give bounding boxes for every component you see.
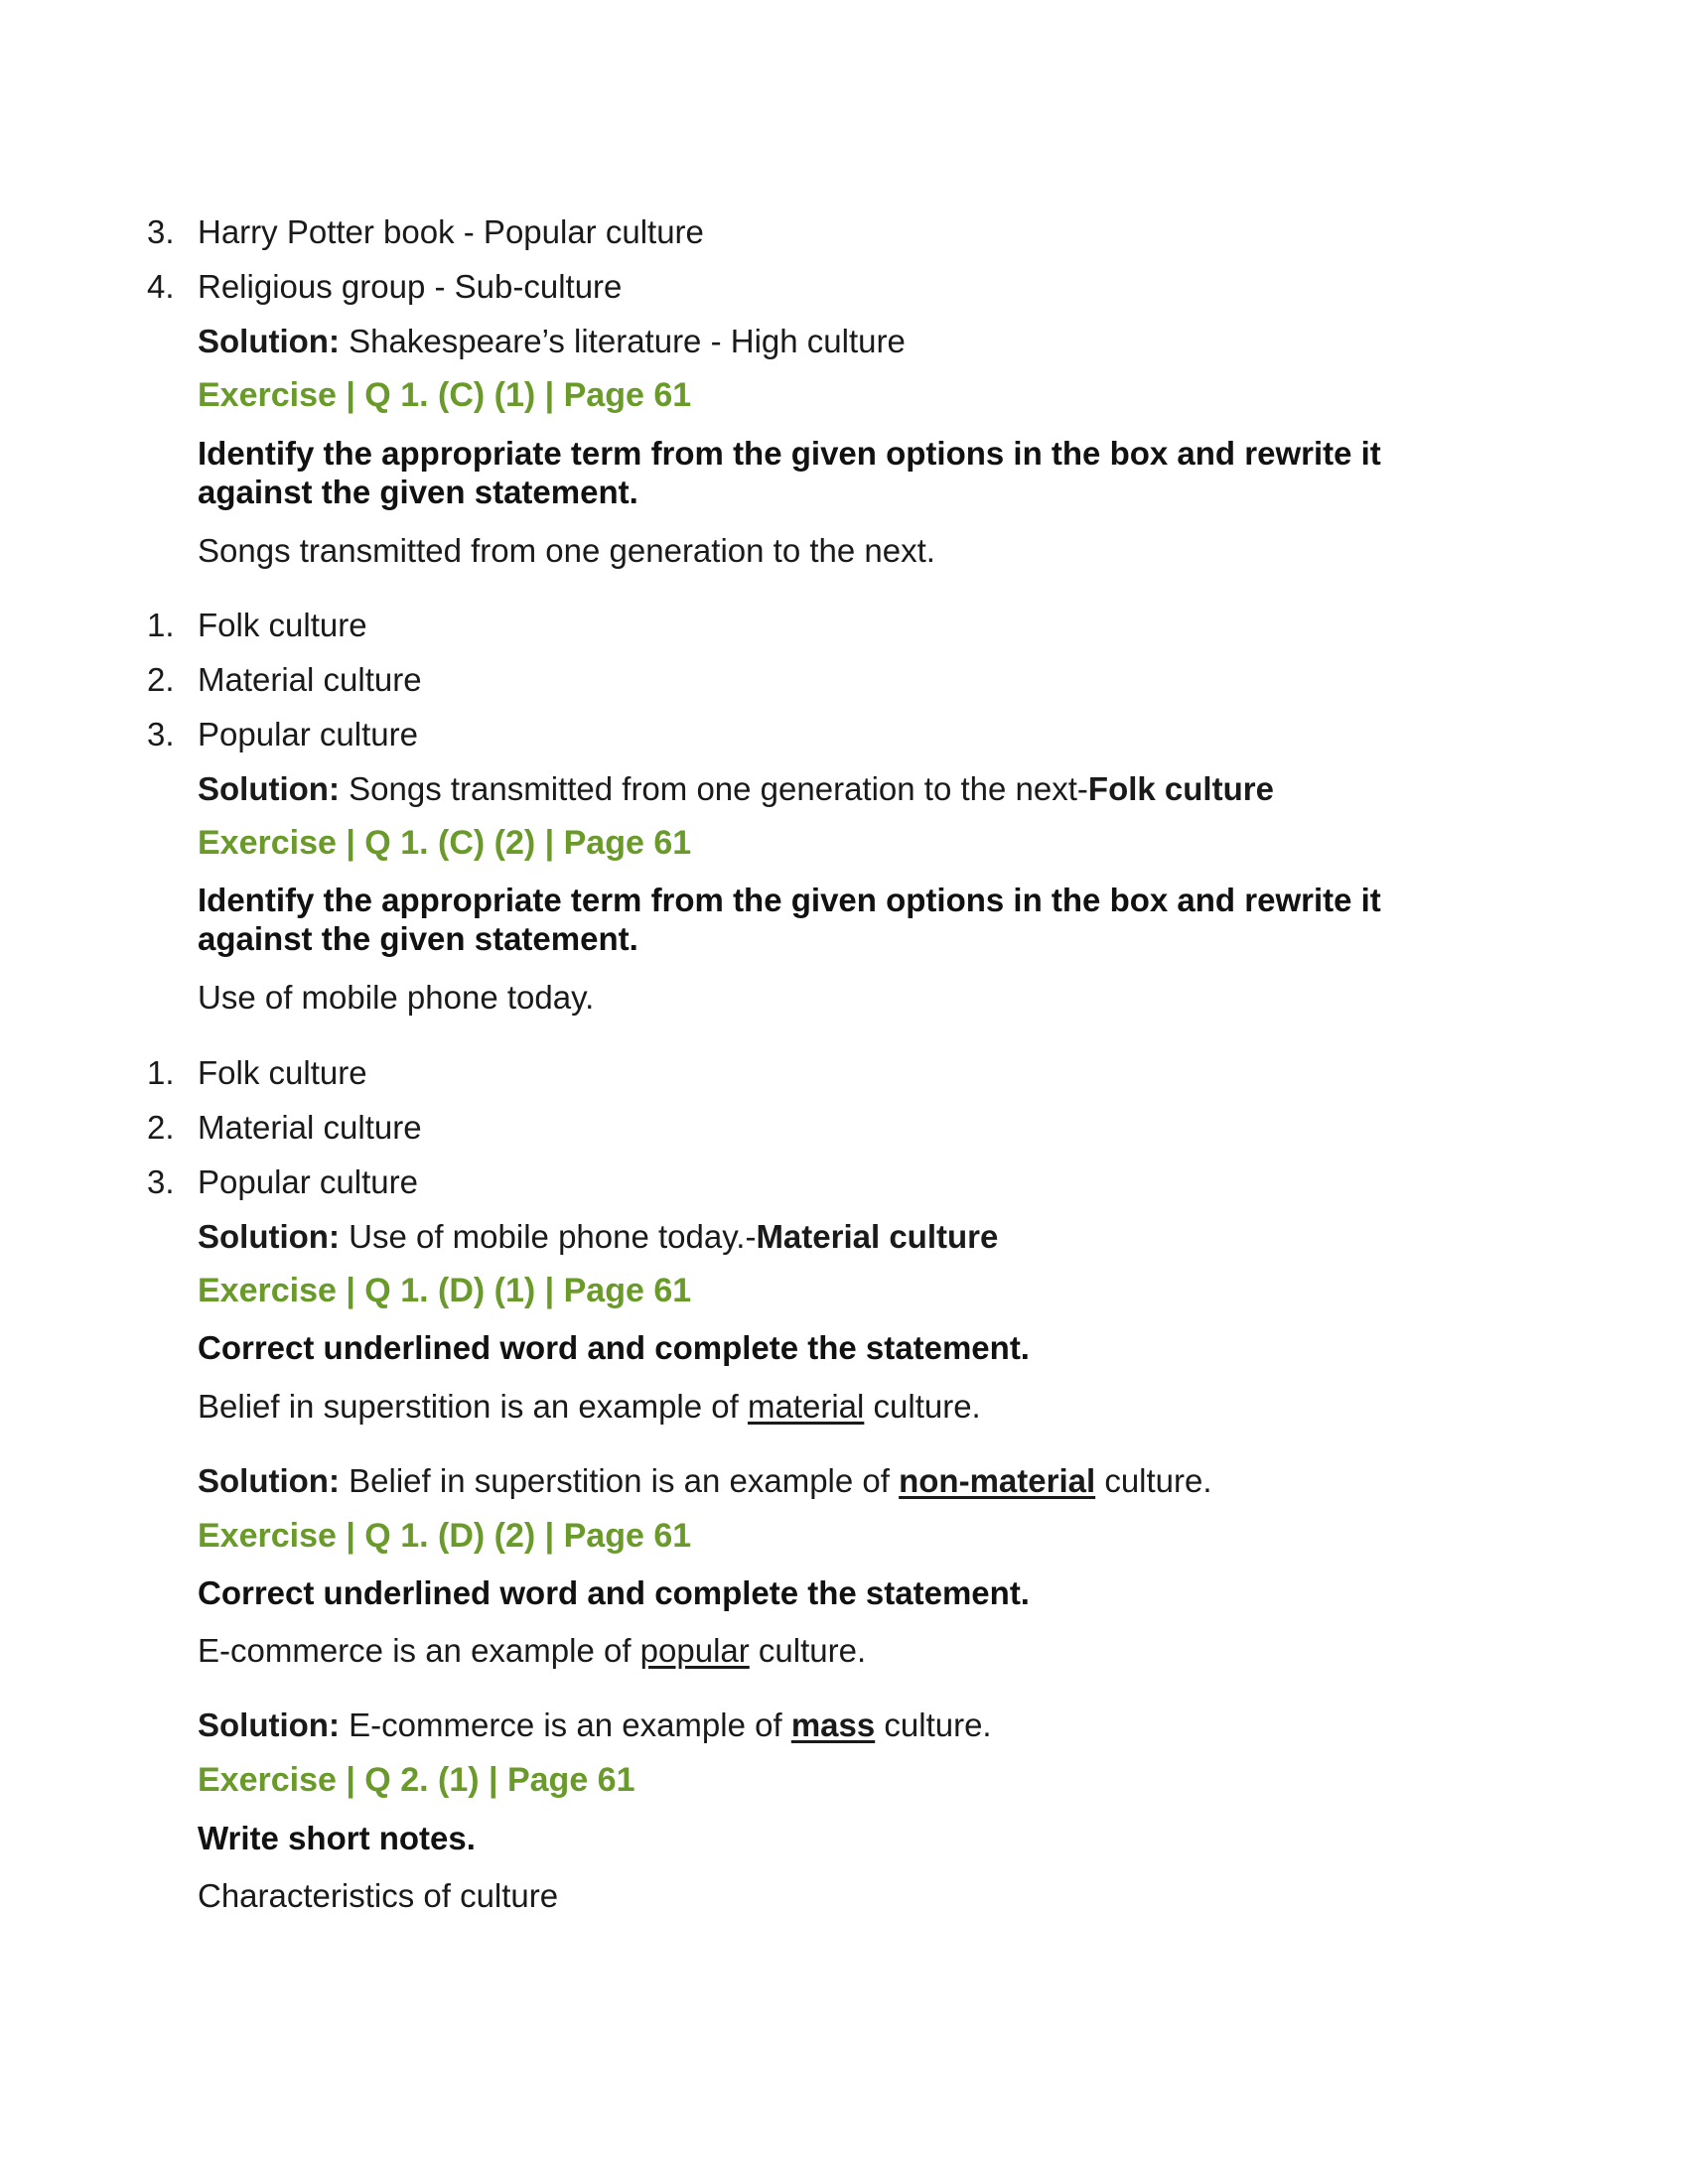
solution-line bbox=[198, 1461, 1212, 1501]
solution-text: Use of mobile phone today.- bbox=[349, 1218, 757, 1255]
question-line: Identify the appropriate term from the given options in the box and rewrite it bbox=[198, 435, 1381, 472]
statement-text: Use of mobile phone today. bbox=[198, 979, 595, 1016]
exercise-heading: Exercise | Q 1. (C) (1) | Page 61 bbox=[198, 376, 692, 414]
statement-text: Songs transmitted from one generation to the next. bbox=[198, 532, 935, 569]
solution-answer: Material culture bbox=[756, 1218, 999, 1255]
question-text: Write short notes. bbox=[198, 1820, 476, 1856]
list-number: 3. bbox=[147, 213, 175, 250]
solution-text: culture. bbox=[1095, 1462, 1212, 1499]
exercise-heading: Exercise | Q 1. (C) (2) | Page 61 bbox=[198, 824, 692, 862]
solution-label: Solution: bbox=[198, 1706, 340, 1743]
solution-label: Solution: bbox=[198, 1462, 340, 1499]
solution-text: Belief in superstition is an example of bbox=[349, 1462, 900, 1499]
solution-answer: Folk culture bbox=[1087, 770, 1274, 807]
statement-text bbox=[198, 1387, 981, 1427]
exercise-heading: Exercise | Q 2. (1) | Page 61 bbox=[198, 1761, 635, 1799]
question-text: Correct underlined word and complete the statement. bbox=[198, 1574, 1030, 1611]
statement-part: culture. bbox=[749, 1632, 867, 1669]
option-item: Folk culture bbox=[198, 1054, 367, 1091]
list-item: Religious group - Sub-culture bbox=[198, 268, 623, 305]
solution-line bbox=[198, 322, 906, 361]
underlined-word: material bbox=[747, 1388, 865, 1425]
question-text bbox=[198, 434, 1488, 511]
option-item: Material culture bbox=[198, 1109, 422, 1146]
list-number: 3. bbox=[147, 716, 175, 752]
question-line: against the given statement. bbox=[198, 474, 638, 510]
solution-label: Solution: bbox=[198, 323, 340, 359]
solution-line bbox=[198, 1217, 998, 1257]
option-item: Material culture bbox=[198, 661, 422, 698]
exercise-heading: Exercise | Q 1. (D) (2) | Page 61 bbox=[198, 1517, 692, 1555]
option-item: Popular culture bbox=[198, 716, 418, 752]
question-text: Correct underlined word and complete the statement. bbox=[198, 1329, 1030, 1366]
solution-line bbox=[198, 1706, 992, 1745]
statement-part: Belief in superstition is an example of bbox=[198, 1388, 748, 1425]
solution-label: Solution: bbox=[198, 1218, 340, 1255]
solution-answer: mass bbox=[790, 1706, 876, 1743]
solution-answer: non-material bbox=[899, 1462, 1096, 1499]
solution-text: E-commerce is an example of bbox=[349, 1706, 791, 1743]
solution-text: Shakespeare’s literature - High culture bbox=[349, 323, 906, 359]
question-text bbox=[198, 881, 1488, 958]
question-line: against the given statement. bbox=[198, 920, 638, 957]
solution-text: culture. bbox=[875, 1706, 992, 1743]
list-number: 2. bbox=[147, 661, 175, 698]
list-number: 2. bbox=[147, 1109, 175, 1146]
solution-text: Songs transmitted from one generation to the next- bbox=[349, 770, 1088, 807]
list-number: 1. bbox=[147, 607, 175, 643]
list-number: 1. bbox=[147, 1054, 175, 1091]
option-item: Folk culture bbox=[198, 607, 367, 643]
underlined-word: popular bbox=[639, 1632, 750, 1669]
solution-label: Solution: bbox=[198, 770, 340, 807]
list-number: 4. bbox=[147, 268, 175, 305]
statement-part: E-commerce is an example of bbox=[198, 1632, 640, 1669]
list-item: Harry Potter book - Popular culture bbox=[198, 213, 704, 250]
statement-part: culture. bbox=[864, 1388, 981, 1425]
option-item: Popular culture bbox=[198, 1163, 418, 1200]
list-number: 3. bbox=[147, 1163, 175, 1200]
question-line: Identify the appropriate term from the given options in the box and rewrite it bbox=[198, 882, 1381, 918]
exercise-heading: Exercise | Q 1. (D) (1) | Page 61 bbox=[198, 1272, 692, 1309]
statement-text bbox=[198, 1631, 866, 1671]
statement-text: Characteristics of culture bbox=[198, 1877, 559, 1914]
solution-line bbox=[198, 769, 1274, 809]
